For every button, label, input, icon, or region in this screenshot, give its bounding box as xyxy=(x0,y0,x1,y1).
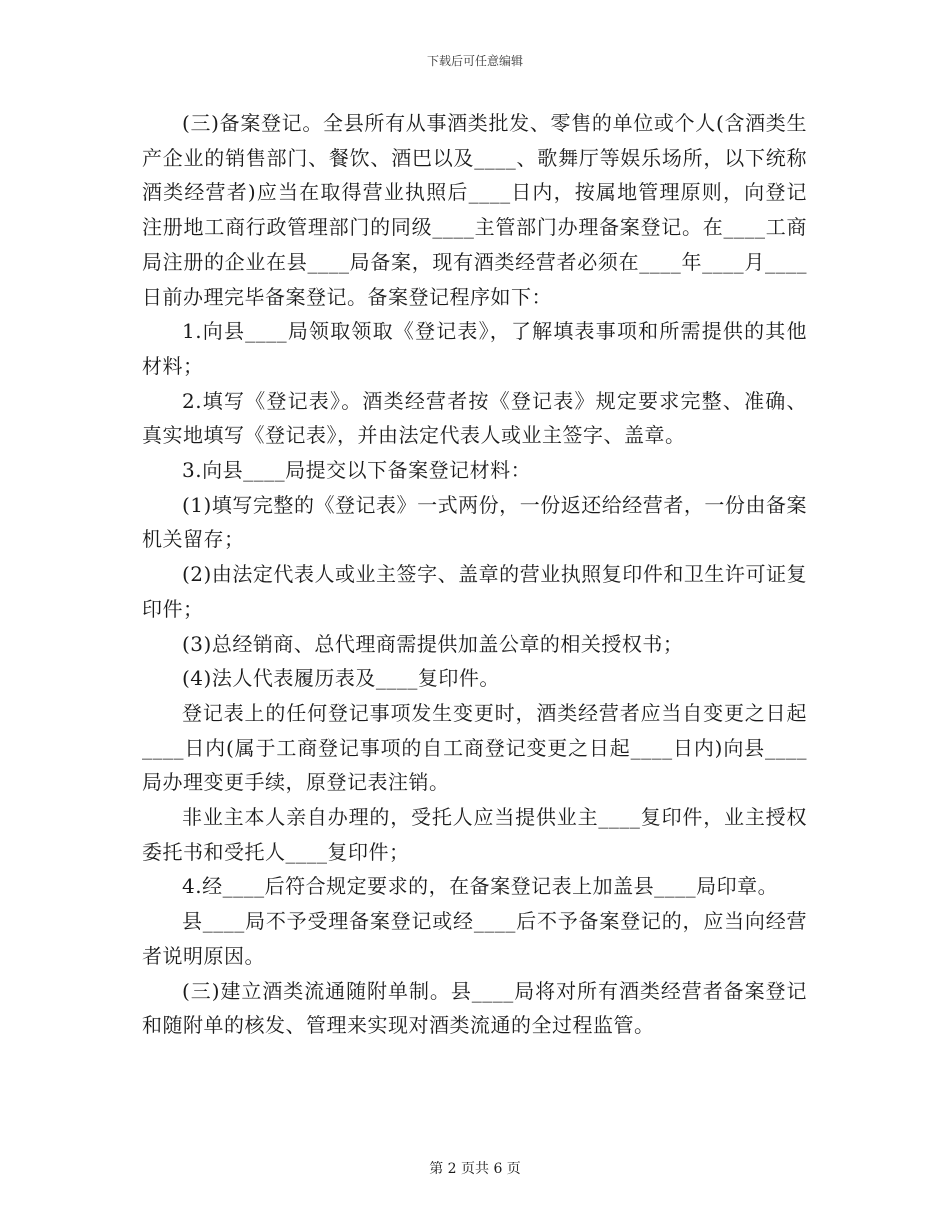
paragraph-material-2: (2)由法定代表人或业主签字、盖章的营业执照复印件和卫生许可证复印件； xyxy=(142,562,807,621)
paragraph-step-1: 1.向县____局领取领取《登记表》，了解填表事项和所需提供的其他材料； xyxy=(142,319,807,378)
paragraph-material-1: (1)填写完整的《登记表》一式两份，一份返还给经营者，一份由备案机关留存； xyxy=(142,492,807,552)
paragraph-step-3: 3.向县____局提交以下备案登记材料： xyxy=(182,458,532,483)
document-body xyxy=(142,106,807,1043)
paragraph-circulation-slip: (三)建立酒类流通随附单制。县____局将对所有酒类经营者备案登记和随附单的核发、管理来实现对酒类流通的全过程监管。 xyxy=(142,978,807,1038)
paragraph-registration-intro: (三)备案登记。全县所有从事酒类批发、零售的单位或个人(含酒类生产企业的销售部门、餐饮、酒巴以及____、歌舞厅等娱乐场所，以下统称酒类经营者)应当在取得营业执照后____日内，按属地管理原则，向登记注册地工商行政管理部门的同级____主管部门办理备案登记。在____工商局注册的企业在县____局备案，现有酒类经营者必须在____年____月____日前办理完毕备案登记。备案登记程序如下： xyxy=(142,111,807,309)
paragraph-proxy: 非业主本人亲自办理的，受托人应当提供业主____复印件，业主授权委托书和受托人____复印件； xyxy=(142,805,807,864)
page-footer: 第 2 页共 6 页 xyxy=(429,1161,521,1177)
paragraph-change-registration: 登记表上的任何登记事项发生变更时，酒类经营者应当自变更之日起____日内(属于工商登记事项的自工商登记变更之日起____日内)向县____局办理变更手续，原登记表注销。 xyxy=(142,700,807,795)
paragraph-material-4: (4)法人代表履历表及____复印件。 xyxy=(182,666,500,691)
paragraph-step-2: 2.填写《登记表》。酒类经营者按《登记表》规定要求完整、准确、真实地填写《登记表》，并由法定代表人或业主签字、盖章。 xyxy=(142,388,807,448)
paragraph-rejection: 县____局不予受理备案登记或经____后不予备案登记的，应当向经营者说明原因。 xyxy=(142,909,807,968)
paragraph-material-3: (3)总经销商、总代理商需提供加盖公章的相关授权书； xyxy=(182,631,684,656)
page-header: 下载后可任意编辑 xyxy=(426,54,523,68)
paragraph-step-4: 4.经____后符合规定要求的，在备案登记表上加盖县____局印章。 xyxy=(182,874,779,899)
